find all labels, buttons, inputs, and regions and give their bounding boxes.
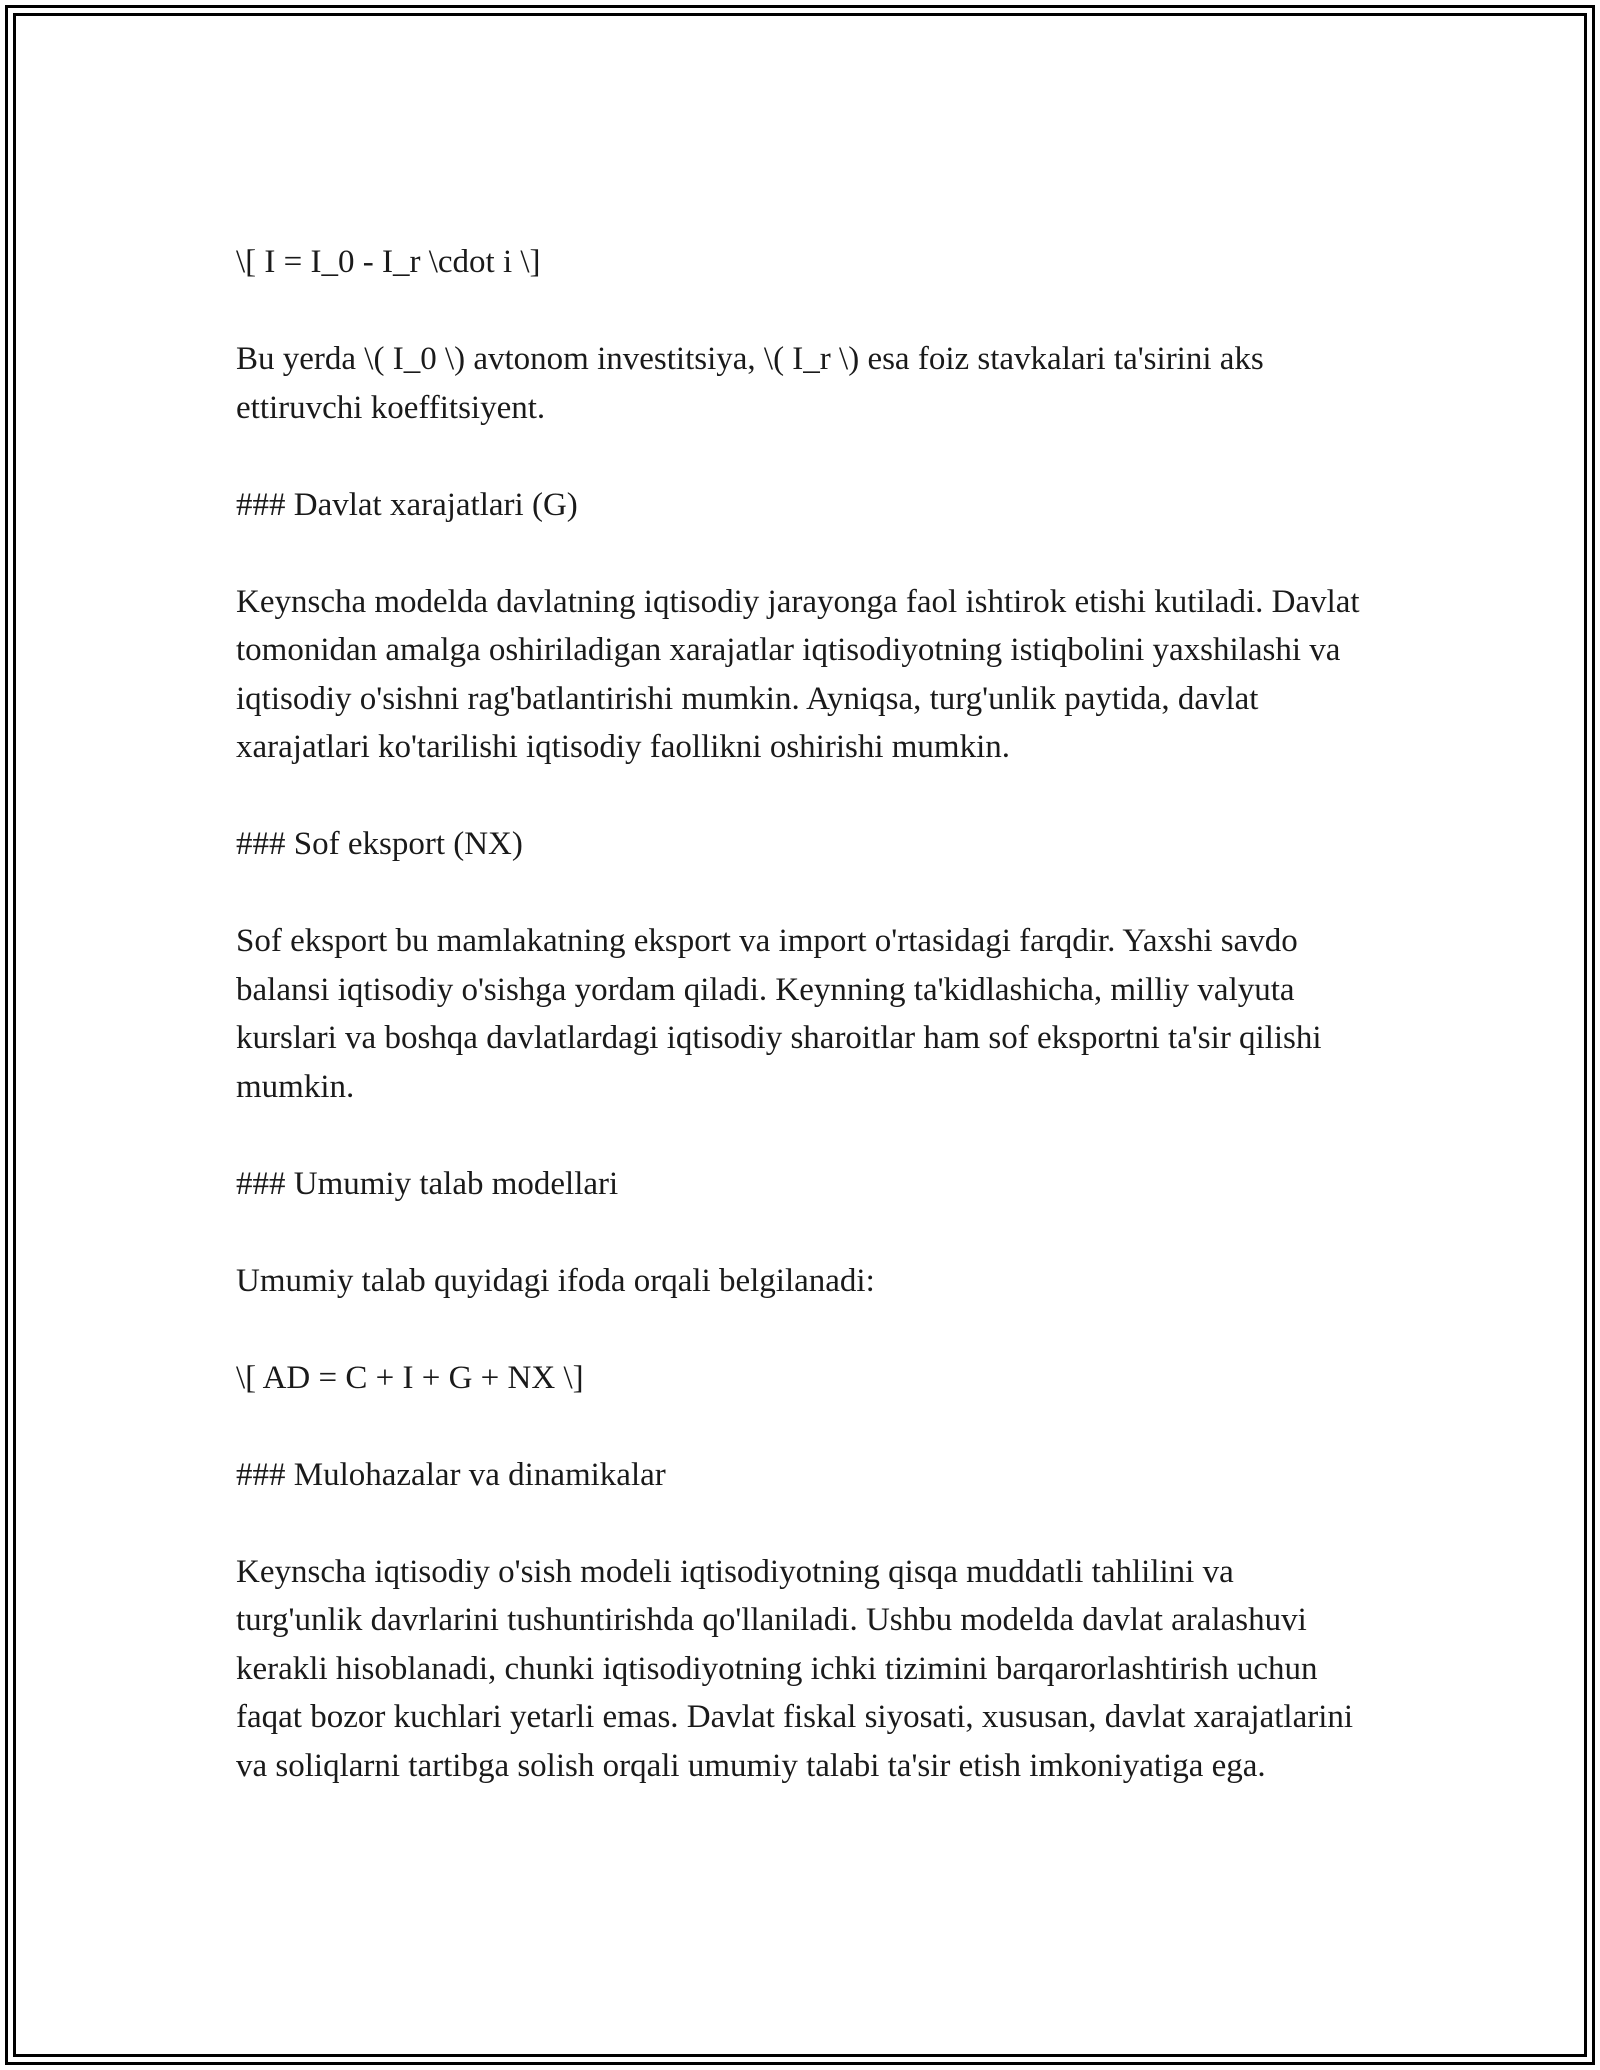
considerations-heading: ### Mulohazalar va dinamikalar bbox=[236, 1456, 666, 1493]
net-export-heading: ### Sof eksport (NX) bbox=[236, 826, 523, 862]
aggregate-demand-heading: ### Umumiy talab modellari bbox=[236, 1165, 619, 1202]
net-export-paragraph: Sof eksport bu mamlakatning eksport va import o'rtasidagi farqdir. Yaxshi savdo balansi iqtisodiy o'sishga yordam qiladi. Keynning ta'kidlashicha, milliy valyuta kurslari va boshqa davlatlardagi iqtisodiy sharoitlar ham sof eksportni ta'sir qilishi mumkin. bbox=[236, 923, 1322, 1105]
considerations-paragraph: Keynscha iqtisodiy o'sish modeli iqtisodiyotning qisqa muddatli tahlilini va turg'unlik davrlarini tushuntirishda qo'llaniladi. Ushbu modelda davlat aralashuvi kerakli hisoblanadi, chunki iqtisodiyotning ichki tizimini barqarorlashtirish uchun faqat bozor kuchlari yetarli emas. Davlat fiskal siyosati, xususan, davlat xarajatlarini va soliqlarni tartibga solish orqali umumiy talabi ta'sir etish imkoniyatiga ega. bbox=[236, 1553, 1354, 1784]
government-spending-paragraph: Keynscha modelda davlatning iqtisodiy jarayonga faol ishtirok etishi kutiladi. Davlat tomonidan amalga oshiriladigan xarajatlar iqtisodiyotning istiqbolini yaxshilashi va iqtisodiy o'sishni rag'batlantirishi mumkin. Ayniqsa, turg'unlik paytida, davlat xarajatlari ko'tarilishi iqtisodiy faollikni oshirishi mumkin. bbox=[236, 583, 1360, 765]
investment-explanation-paragraph: Bu yerda \( I_0 \) avtonom investitsiya, \( I_r \) esa foiz stavkalari ta'sirini aks ettiruvchi koeffitsiyent. bbox=[236, 341, 1264, 426]
investment-formula: \[ I = I_0 - I_r \cdot i \] bbox=[236, 244, 541, 280]
aggregate-demand-formula: \[ AD = C + I + G + NX \] bbox=[236, 1359, 584, 1396]
document-body bbox=[236, 238, 1364, 1790]
government-spending-heading: ### Davlat xarajatlari (G) bbox=[236, 486, 578, 523]
aggregate-demand-intro: Umumiy talab quyidagi ifoda orqali belgilanadi: bbox=[236, 1262, 875, 1299]
